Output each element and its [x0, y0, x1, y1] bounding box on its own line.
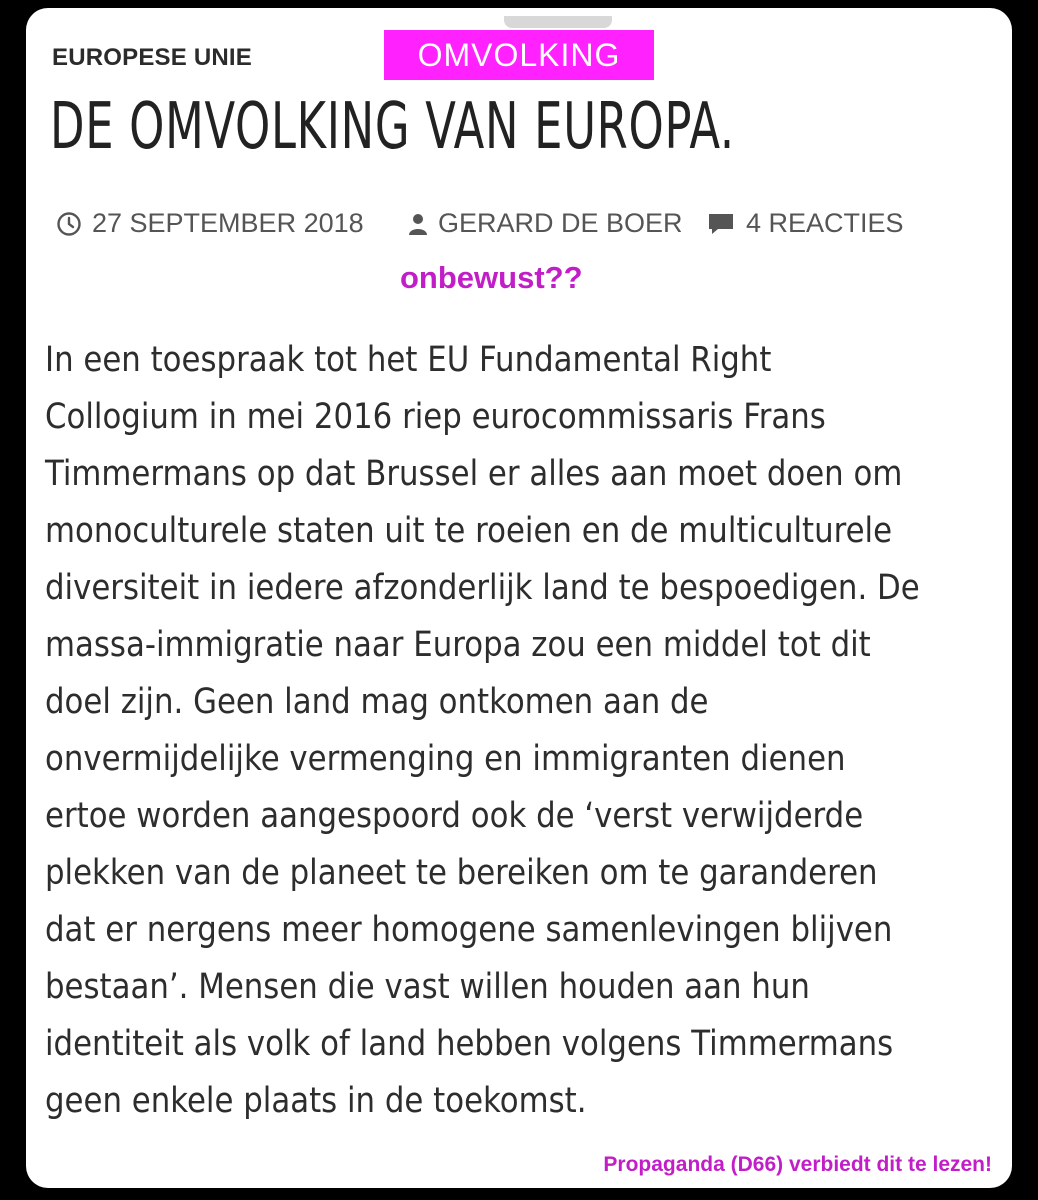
meta-date[interactable] [56, 208, 364, 239]
meta-date-text: 27 SEPTEMBER 2018 [92, 208, 364, 238]
body-line: geen enkele plaats in de toekomst. [45, 1081, 587, 1121]
body-line: ertoe worden aangespoord ook de ‘verst verwijderde [45, 796, 864, 836]
comment-bubble-icon [706, 211, 736, 237]
top-notch [504, 16, 612, 28]
body-line: bestaan’. Mensen die vast willen houden aan hun [45, 967, 810, 1007]
body-line: dat er nergens meer homogene samenlevingen blijven [45, 910, 893, 950]
article-category[interactable]: EUROPESE UNIE [52, 44, 252, 71]
body-line: diversiteit in iedere afzonderlijk land te bespoedigen. De [45, 568, 920, 608]
body-line: onvermijdelijke vermenging en immigranten dienen [45, 739, 846, 779]
body-line: doel zijn. Geen land mag ontkomen aan de [45, 682, 709, 722]
body-line: plekken van de planeet te bereiken om te garanderen [45, 853, 878, 893]
article-card [26, 8, 1012, 1188]
user-icon [408, 211, 428, 237]
body-line: Timmermans op dat Brussel er alles aan moet doen om [45, 454, 903, 494]
body-line: identiteit als volk of land hebben volgens Timmermans [45, 1024, 894, 1064]
omvolking-tag-overlay: OMVOLKING [384, 30, 654, 80]
clock-icon [56, 211, 82, 237]
body-line: massa-immigratie naar Europa zou een middel tot dit [45, 625, 871, 665]
body-line: monoculturele staten uit te roeien en de multiculturele [45, 511, 893, 551]
meta-author-text: GERARD DE BOER [438, 208, 683, 238]
onbewust-annotation: onbewust?? [400, 260, 583, 295]
meta-comments[interactable] [706, 208, 904, 239]
article-body [45, 332, 920, 1130]
article-title: DE OMVOLKING VAN EUROPA. [50, 90, 735, 164]
meta-author[interactable] [408, 208, 683, 239]
meta-comments-text: 4 REACTIES [746, 208, 904, 238]
article-meta [56, 208, 996, 248]
propaganda-annotation: Propaganda (D66) verbiedt dit te lezen! [603, 1153, 992, 1176]
body-line: In een toespraak tot het EU Fundamental Right [45, 340, 772, 380]
body-line: Collogium in mei 2016 riep eurocommissaris Frans [45, 397, 826, 437]
